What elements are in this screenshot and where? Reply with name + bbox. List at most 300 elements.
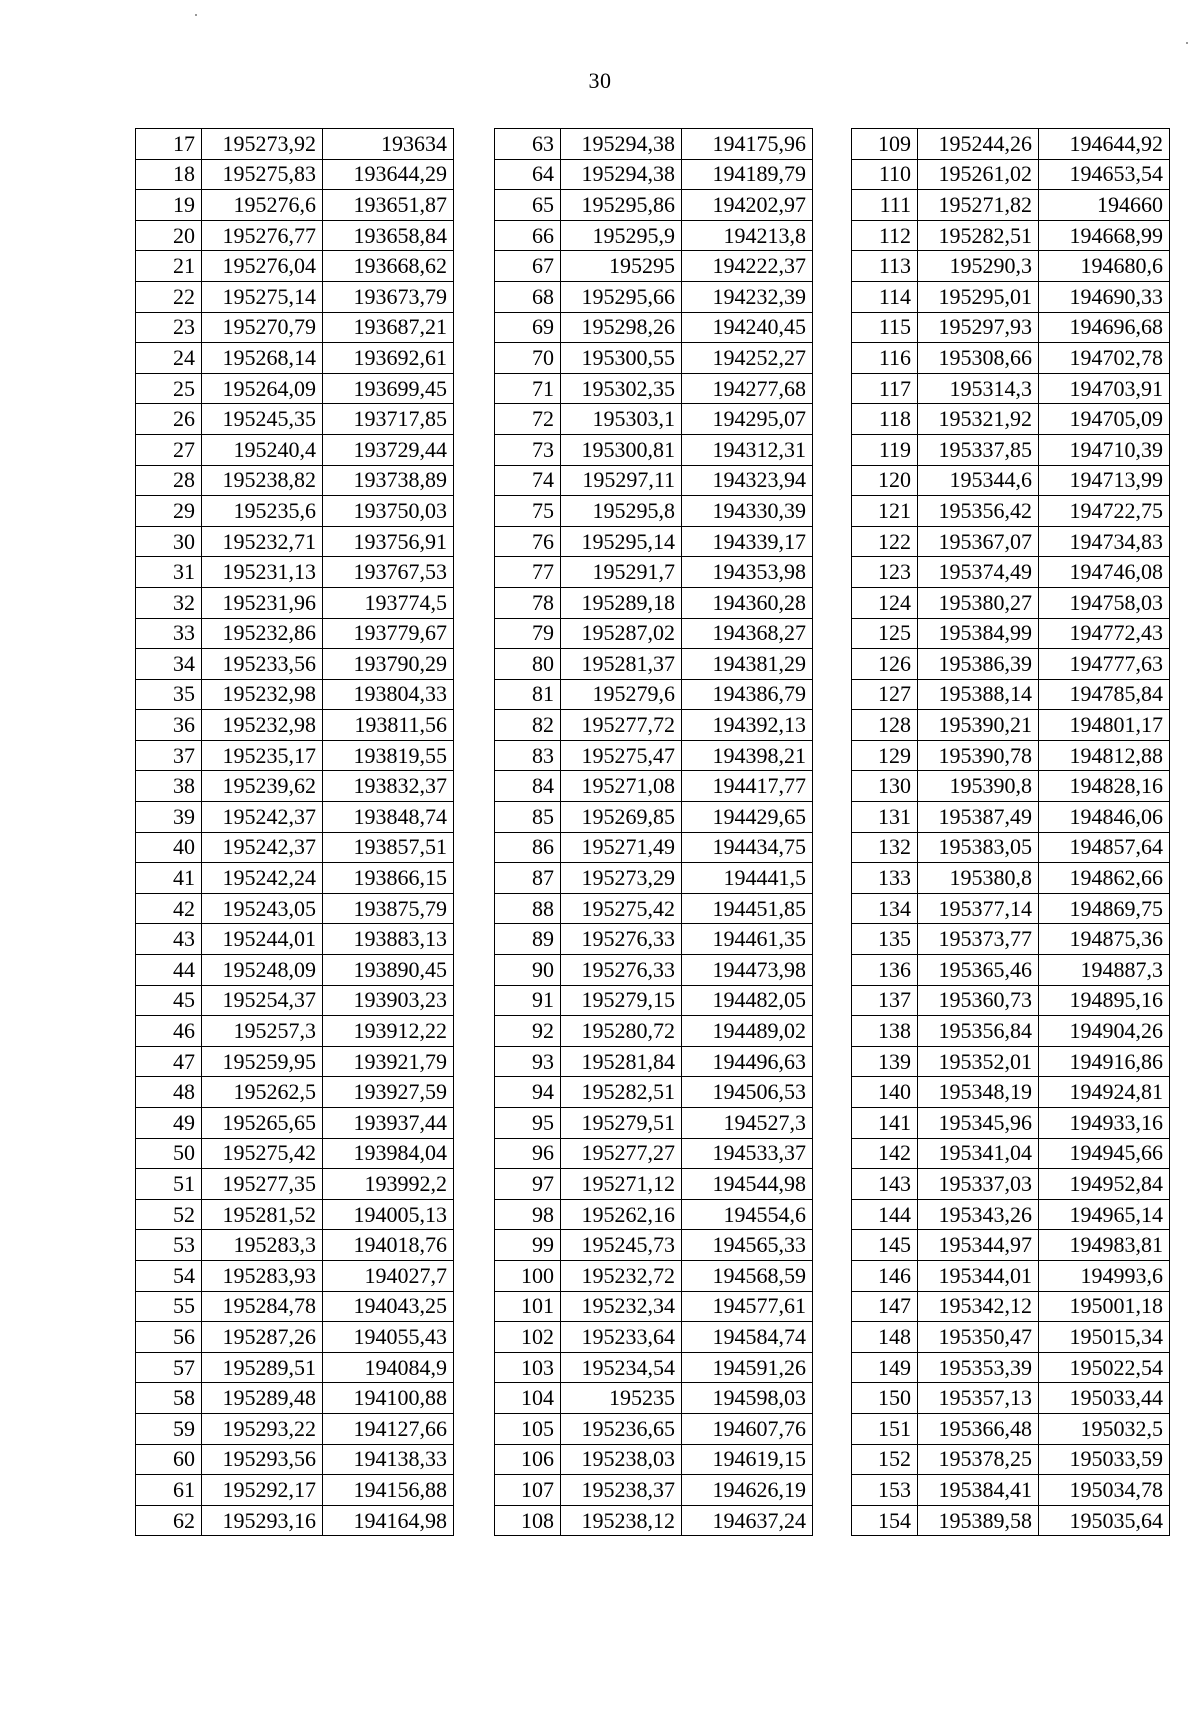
x-coordinate-cell: 195276,6 [202,190,323,221]
point-number-cell: 127 [852,679,918,710]
table-row [136,985,454,1016]
table-row [852,190,1170,221]
x-coordinate-cell: 195380,27 [918,587,1039,618]
x-coordinate-cell: 195384,41 [918,1475,1039,1506]
point-number-cell: 45 [136,985,202,1016]
point-number-cell: 64 [495,159,561,190]
x-coordinate-cell: 195240,4 [202,434,323,465]
y-coordinate-cell: 194703,91 [1039,373,1170,404]
y-coordinate-cell: 194734,83 [1039,526,1170,557]
x-coordinate-cell: 195388,14 [918,679,1039,710]
table-row [136,1169,454,1200]
point-number-cell: 29 [136,496,202,527]
point-number-cell: 77 [495,557,561,588]
y-coordinate-cell: 194828,16 [1039,771,1170,802]
y-coordinate-cell: 193651,87 [323,190,454,221]
point-number-cell: 97 [495,1169,561,1200]
table-row [495,832,813,863]
table-row [136,832,454,863]
table-row [852,1199,1170,1230]
point-number-cell: 107 [495,1475,561,1506]
y-coordinate-cell: 193767,53 [323,557,454,588]
x-coordinate-cell: 195353,39 [918,1352,1039,1383]
table-row [495,1444,813,1475]
y-coordinate-cell: 194644,92 [1039,129,1170,160]
point-number-cell: 90 [495,955,561,986]
point-number-cell: 114 [852,281,918,312]
point-number-cell: 35 [136,679,202,710]
point-number-cell: 117 [852,373,918,404]
x-coordinate-cell: 195344,01 [918,1260,1039,1291]
table-row [852,618,1170,649]
x-coordinate-cell: 195289,48 [202,1383,323,1414]
x-coordinate-cell: 195380,8 [918,863,1039,894]
y-coordinate-cell: 194696,68 [1039,312,1170,343]
y-coordinate-cell: 194591,26 [682,1352,813,1383]
y-coordinate-cell: 194772,43 [1039,618,1170,649]
table-row [495,1046,813,1077]
x-coordinate-cell: 195308,66 [918,343,1039,374]
point-number-cell: 54 [136,1260,202,1291]
table-row [136,1138,454,1169]
y-coordinate-cell: 194055,43 [323,1322,454,1353]
x-coordinate-cell: 195271,49 [561,832,682,863]
table-row [495,893,813,924]
point-number-cell: 81 [495,679,561,710]
x-coordinate-cell: 195300,55 [561,343,682,374]
table-row [136,557,454,588]
y-coordinate-cell: 193984,04 [323,1138,454,1169]
x-coordinate-cell: 195259,95 [202,1046,323,1077]
table-row [495,1352,813,1383]
x-coordinate-cell: 195374,49 [918,557,1039,588]
table-row [495,190,813,221]
table-row [136,343,454,374]
x-coordinate-cell: 195341,04 [918,1138,1039,1169]
point-number-cell: 78 [495,587,561,618]
x-coordinate-cell: 195384,99 [918,618,1039,649]
table-row [136,649,454,680]
point-number-cell: 83 [495,740,561,771]
y-coordinate-cell: 194653,54 [1039,159,1170,190]
point-number-cell: 147 [852,1291,918,1322]
point-number-cell: 30 [136,526,202,557]
table-row [852,771,1170,802]
point-number-cell: 87 [495,863,561,894]
table-row [136,1505,454,1536]
y-coordinate-cell: 194175,96 [682,129,813,160]
point-number-cell: 91 [495,985,561,1016]
x-coordinate-cell: 195236,65 [561,1413,682,1444]
table-row [136,1108,454,1139]
x-coordinate-cell: 195261,02 [918,159,1039,190]
y-coordinate-cell: 194554,6 [682,1199,813,1230]
table-row [495,343,813,374]
table-row [852,1138,1170,1169]
table-row [495,924,813,955]
table-row [495,434,813,465]
y-coordinate-cell: 193668,62 [323,251,454,282]
table-row [852,1352,1170,1383]
y-coordinate-cell: 194353,98 [682,557,813,588]
point-number-cell: 76 [495,526,561,557]
table-row [495,404,813,435]
point-number-cell: 73 [495,434,561,465]
point-number-cell: 136 [852,955,918,986]
table-row [495,1260,813,1291]
table-row [852,1383,1170,1414]
table-row [495,526,813,557]
y-coordinate-cell: 194626,19 [682,1475,813,1506]
x-coordinate-cell: 195365,46 [918,955,1039,986]
point-number-cell: 125 [852,618,918,649]
y-coordinate-cell: 194295,07 [682,404,813,435]
x-coordinate-cell: 195239,62 [202,771,323,802]
y-coordinate-cell: 194916,86 [1039,1046,1170,1077]
point-number-cell: 93 [495,1046,561,1077]
y-coordinate-cell: 194945,66 [1039,1138,1170,1169]
point-number-cell: 60 [136,1444,202,1475]
point-number-cell: 129 [852,740,918,771]
y-coordinate-cell: 193687,21 [323,312,454,343]
table-row [852,710,1170,741]
y-coordinate-cell: 193738,89 [323,465,454,496]
table-row [852,404,1170,435]
point-number-cell: 46 [136,1016,202,1047]
point-number-cell: 55 [136,1291,202,1322]
y-coordinate-cell: 194801,17 [1039,710,1170,741]
x-coordinate-cell: 195271,12 [561,1169,682,1200]
point-number-cell: 20 [136,220,202,251]
point-number-cell: 122 [852,526,918,557]
y-coordinate-cell: 194138,33 [323,1444,454,1475]
point-number-cell: 18 [136,159,202,190]
y-coordinate-cell: 194577,61 [682,1291,813,1322]
table-row [136,1383,454,1414]
point-number-cell: 141 [852,1108,918,1139]
table-row [136,404,454,435]
point-number-cell: 57 [136,1352,202,1383]
x-coordinate-cell: 195383,05 [918,832,1039,863]
x-coordinate-cell: 195234,54 [561,1352,682,1383]
point-number-cell: 135 [852,924,918,955]
y-coordinate-cell: 194381,29 [682,649,813,680]
y-coordinate-cell: 194598,03 [682,1383,813,1414]
y-coordinate-cell: 194668,99 [1039,220,1170,251]
x-coordinate-cell: 195281,84 [561,1046,682,1077]
x-coordinate-cell: 195275,47 [561,740,682,771]
table-row [136,159,454,190]
table-row [495,1077,813,1108]
y-coordinate-cell: 194323,94 [682,465,813,496]
x-coordinate-cell: 195279,51 [561,1108,682,1139]
point-number-cell: 100 [495,1260,561,1291]
x-coordinate-cell: 195344,6 [918,465,1039,496]
y-coordinate-cell: 194164,98 [323,1505,454,1536]
table-row [495,1016,813,1047]
table-row [852,985,1170,1016]
x-coordinate-cell: 195389,58 [918,1505,1039,1536]
scan-speck [195,14,197,16]
x-coordinate-cell: 195295,9 [561,220,682,251]
x-coordinate-cell: 195276,77 [202,220,323,251]
table-row [136,1230,454,1261]
y-coordinate-cell: 195032,5 [1039,1413,1170,1444]
point-number-cell: 111 [852,190,918,221]
x-coordinate-cell: 195270,79 [202,312,323,343]
point-number-cell: 104 [495,1383,561,1414]
y-coordinate-cell: 195034,78 [1039,1475,1170,1506]
table-row [852,1260,1170,1291]
y-coordinate-cell: 194785,84 [1039,679,1170,710]
table-row [136,1260,454,1291]
x-coordinate-cell: 195294,38 [561,159,682,190]
point-number-cell: 145 [852,1230,918,1261]
table-row [852,863,1170,894]
y-coordinate-cell: 194202,97 [682,190,813,221]
point-number-cell: 101 [495,1291,561,1322]
y-coordinate-cell: 194100,88 [323,1383,454,1414]
point-number-cell: 71 [495,373,561,404]
x-coordinate-cell: 195271,82 [918,190,1039,221]
x-coordinate-cell: 195277,72 [561,710,682,741]
y-coordinate-cell: 194489,02 [682,1016,813,1047]
table-row [495,129,813,160]
x-coordinate-cell: 195377,14 [918,893,1039,924]
table-row [852,740,1170,771]
point-number-cell: 28 [136,465,202,496]
point-number-cell: 116 [852,343,918,374]
point-number-cell: 124 [852,587,918,618]
x-coordinate-cell: 195367,07 [918,526,1039,557]
x-coordinate-cell: 195289,51 [202,1352,323,1383]
table-row [136,373,454,404]
x-coordinate-cell: 195303,1 [561,404,682,435]
table-row [136,1077,454,1108]
point-number-cell: 52 [136,1199,202,1230]
x-coordinate-cell: 195295,66 [561,281,682,312]
table-row [136,190,454,221]
x-coordinate-cell: 195232,72 [561,1260,682,1291]
y-coordinate-cell: 194018,76 [323,1230,454,1261]
y-coordinate-cell: 194713,99 [1039,465,1170,496]
y-coordinate-cell: 194993,6 [1039,1260,1170,1291]
table-row [495,220,813,251]
table-row [136,802,454,833]
point-number-cell: 86 [495,832,561,863]
table-row [136,1322,454,1353]
table-row [495,1383,813,1414]
point-number-cell: 130 [852,771,918,802]
x-coordinate-cell: 195273,29 [561,863,682,894]
table-row [136,924,454,955]
table-row [852,159,1170,190]
y-coordinate-cell: 194680,6 [1039,251,1170,282]
y-coordinate-cell: 193717,85 [323,404,454,435]
point-number-cell: 17 [136,129,202,160]
point-number-cell: 32 [136,587,202,618]
y-coordinate-cell: 195035,64 [1039,1505,1170,1536]
y-coordinate-cell: 193832,37 [323,771,454,802]
point-number-cell: 134 [852,893,918,924]
x-coordinate-cell: 195289,18 [561,587,682,618]
point-number-cell: 19 [136,190,202,221]
y-coordinate-cell: 194240,45 [682,312,813,343]
y-coordinate-cell: 194565,33 [682,1230,813,1261]
y-coordinate-cell: 194417,77 [682,771,813,802]
x-coordinate-cell: 195275,83 [202,159,323,190]
table-row [852,1016,1170,1047]
table-row [852,1475,1170,1506]
x-coordinate-cell: 195277,27 [561,1138,682,1169]
table-row [136,220,454,251]
point-number-cell: 43 [136,924,202,955]
table-row [852,496,1170,527]
point-number-cell: 119 [852,434,918,465]
y-coordinate-cell: 193857,51 [323,832,454,863]
x-coordinate-cell: 195295 [561,251,682,282]
point-number-cell: 65 [495,190,561,221]
table-row [495,373,813,404]
point-number-cell: 149 [852,1352,918,1383]
x-coordinate-cell: 195276,33 [561,924,682,955]
y-coordinate-cell: 194584,74 [682,1322,813,1353]
table-row [852,832,1170,863]
x-coordinate-cell: 195337,03 [918,1169,1039,1200]
point-number-cell: 36 [136,710,202,741]
table-row [136,1291,454,1322]
y-coordinate-cell: 193692,61 [323,343,454,374]
x-coordinate-cell: 195390,21 [918,710,1039,741]
x-coordinate-cell: 195264,09 [202,373,323,404]
y-coordinate-cell: 193729,44 [323,434,454,465]
point-number-cell: 34 [136,649,202,680]
table-row [495,618,813,649]
y-coordinate-cell: 194533,37 [682,1138,813,1169]
point-number-cell: 24 [136,343,202,374]
x-coordinate-cell: 195275,42 [561,893,682,924]
x-coordinate-cell: 195390,78 [918,740,1039,771]
x-coordinate-cell: 195287,26 [202,1322,323,1353]
table-row [852,281,1170,312]
x-coordinate-cell: 195390,8 [918,771,1039,802]
point-number-cell: 133 [852,863,918,894]
x-coordinate-cell: 195233,64 [561,1322,682,1353]
y-coordinate-cell: 193811,56 [323,710,454,741]
table-row [852,434,1170,465]
y-coordinate-cell: 194252,27 [682,343,813,374]
table-row [136,1444,454,1475]
x-coordinate-cell: 195280,72 [561,1016,682,1047]
point-number-cell: 75 [495,496,561,527]
point-number-cell: 115 [852,312,918,343]
x-coordinate-cell: 195277,35 [202,1169,323,1200]
point-number-cell: 89 [495,924,561,955]
y-coordinate-cell: 194027,7 [323,1260,454,1291]
y-coordinate-cell: 194461,35 [682,924,813,955]
y-coordinate-cell: 194983,81 [1039,1230,1170,1261]
x-coordinate-cell: 195235,17 [202,740,323,771]
y-coordinate-cell: 193903,23 [323,985,454,1016]
y-coordinate-cell: 194607,76 [682,1413,813,1444]
y-coordinate-cell: 193699,45 [323,373,454,404]
point-number-cell: 120 [852,465,918,496]
x-coordinate-cell: 195254,37 [202,985,323,1016]
y-coordinate-cell: 193756,91 [323,526,454,557]
table-row [136,496,454,527]
point-number-cell: 70 [495,343,561,374]
x-coordinate-cell: 195233,56 [202,649,323,680]
y-coordinate-cell: 194386,79 [682,679,813,710]
y-coordinate-cell: 194398,21 [682,740,813,771]
point-number-cell: 72 [495,404,561,435]
y-coordinate-cell: 194846,06 [1039,802,1170,833]
table-row [495,679,813,710]
table-row [852,1322,1170,1353]
y-coordinate-cell: 194312,31 [682,434,813,465]
x-coordinate-cell: 195242,37 [202,802,323,833]
point-number-cell: 148 [852,1322,918,1353]
table-row [495,1505,813,1536]
x-coordinate-cell: 195373,77 [918,924,1039,955]
y-coordinate-cell: 194660 [1039,190,1170,221]
point-number-cell: 49 [136,1108,202,1139]
x-coordinate-cell: 195386,39 [918,649,1039,680]
y-coordinate-cell: 194392,13 [682,710,813,741]
point-number-cell: 108 [495,1505,561,1536]
x-coordinate-cell: 195232,98 [202,710,323,741]
point-number-cell: 21 [136,251,202,282]
y-coordinate-cell: 194127,66 [323,1413,454,1444]
y-coordinate-cell: 193866,15 [323,863,454,894]
point-number-cell: 23 [136,312,202,343]
x-coordinate-cell: 195348,19 [918,1077,1039,1108]
table-row [852,1413,1170,1444]
y-coordinate-cell: 194895,16 [1039,985,1170,1016]
x-coordinate-cell: 195275,14 [202,281,323,312]
table-row [136,1413,454,1444]
x-coordinate-cell: 195268,14 [202,343,323,374]
x-coordinate-cell: 195292,17 [202,1475,323,1506]
x-coordinate-cell: 195245,35 [202,404,323,435]
y-coordinate-cell: 194451,85 [682,893,813,924]
point-number-cell: 138 [852,1016,918,1047]
point-number-cell: 96 [495,1138,561,1169]
y-coordinate-cell: 193937,44 [323,1108,454,1139]
x-coordinate-cell: 195283,3 [202,1230,323,1261]
y-coordinate-cell: 195015,34 [1039,1322,1170,1353]
table-row [495,312,813,343]
table-row [136,465,454,496]
table-row [136,434,454,465]
point-number-cell: 27 [136,434,202,465]
x-coordinate-cell: 195314,3 [918,373,1039,404]
point-number-cell: 41 [136,863,202,894]
x-coordinate-cell: 195262,5 [202,1077,323,1108]
x-coordinate-cell: 195238,82 [202,465,323,496]
point-number-cell: 123 [852,557,918,588]
table-row [495,710,813,741]
point-number-cell: 98 [495,1199,561,1230]
point-number-cell: 102 [495,1322,561,1353]
y-coordinate-cell: 194277,68 [682,373,813,404]
x-coordinate-cell: 195275,42 [202,1138,323,1169]
y-coordinate-cell: 194777,63 [1039,649,1170,680]
point-number-cell: 37 [136,740,202,771]
point-number-cell: 33 [136,618,202,649]
table-row [495,1230,813,1261]
x-coordinate-cell: 195232,86 [202,618,323,649]
